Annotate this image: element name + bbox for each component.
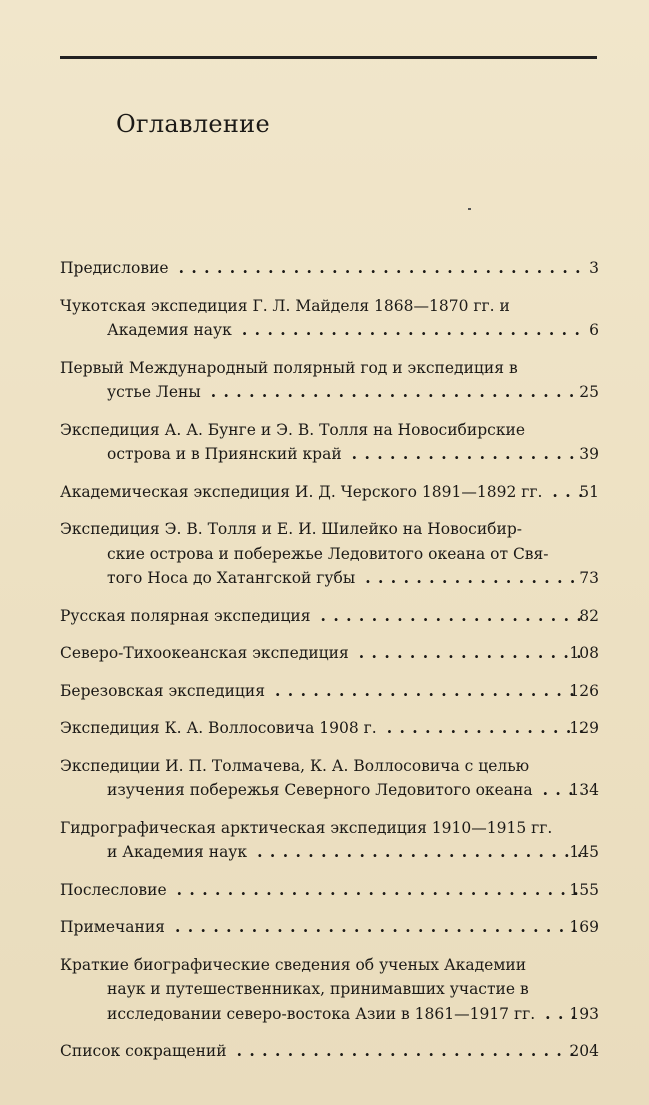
page-number: 82: [579, 606, 599, 625]
toc-entry-line: [60, 442, 605, 467]
toc-entry: [60, 816, 605, 865]
toc-entry-line: [60, 716, 605, 741]
page-number: 3: [589, 259, 599, 277]
toc-entry-line: [60, 480, 605, 505]
toc-entry-line: [60, 679, 605, 704]
dot-leader: [242, 318, 583, 343]
toc-entry-line: [60, 953, 605, 978]
toc-entry: [60, 418, 605, 467]
toc-entry-text: ские острова и побережье Ледовитого океана от Свя-: [107, 544, 549, 563]
toc-entry-text: Русская полярная экспедиция: [60, 606, 311, 625]
page-number: 129: [569, 719, 599, 737]
toc-entry-text: того Носа до Хатангской губы: [107, 569, 356, 587]
toc-entry-text: Экспедиции И. П. Толмачева, К. А. Воллосовича с целью: [60, 756, 530, 775]
page-number: 108: [569, 644, 599, 662]
dot-leader: [175, 915, 583, 940]
toc-entry-line: [60, 754, 605, 779]
dot-leader: [352, 442, 583, 467]
toc-entry-text: и Академия наук: [107, 843, 248, 861]
toc-entry-line: [60, 840, 605, 865]
toc-entry-text: Северо-Тихоокеанская экспедиция: [60, 644, 349, 662]
toc-entry: [60, 517, 605, 591]
toc-entry-line: [60, 294, 605, 319]
top-rule: [60, 56, 597, 59]
toc-entry-line: [60, 356, 605, 381]
toc-entry-line: [60, 1039, 605, 1064]
toc-entry: [60, 256, 605, 281]
toc-entry: [60, 953, 605, 1027]
toc-entry-line: [60, 566, 605, 591]
toc-entry-text: Краткие биографические сведения об ученых Академии: [60, 955, 527, 974]
toc-entry-line: [60, 977, 605, 1002]
page-title: Оглавление: [116, 110, 270, 138]
toc-entry-text: Экспедиция К. А. Воллосовича 1908 г.: [60, 719, 377, 737]
dot-leader: [257, 840, 583, 865]
dot-leader: [321, 604, 583, 629]
toc-entry: [60, 716, 605, 741]
toc-entry-line: [60, 318, 605, 343]
page-number: 6: [589, 321, 599, 339]
toc-entry-line: [60, 915, 605, 940]
toc-entry-line: [60, 778, 605, 803]
toc-entry-text: Список сокращений: [60, 1042, 227, 1060]
toc-entry-text: исследовании северо-востока Азии в 1861—1917 гг.: [107, 1004, 536, 1023]
toc-entry-text: Березовская экспедиция: [60, 681, 265, 700]
toc-entry-line: [60, 641, 605, 666]
dot-leader: [211, 380, 583, 405]
dot-leader: [387, 716, 583, 741]
page-number: 73: [579, 569, 599, 587]
toc-entry-line: [60, 517, 605, 542]
toc-entry-line: [60, 418, 605, 443]
toc-entry-text: наук и путешественниках, принимавших участие в: [107, 980, 529, 998]
page-number: 51: [579, 482, 599, 501]
toc-entry-line: [60, 816, 605, 841]
toc-entry: [60, 679, 605, 704]
page-number: 169: [569, 918, 599, 936]
toc-entry-text: Экспедиция А. А. Бунге и Э. В. Толля на Новосибирские: [60, 420, 526, 439]
toc-entry-text: Предисловие: [60, 259, 169, 277]
toc-entry: [60, 1039, 605, 1064]
page-number: 134: [569, 781, 599, 799]
page-number: 39: [579, 445, 599, 463]
dot-leader: [359, 641, 583, 666]
toc-entry-text: Первый Международный полярный год и экспедиция в: [60, 358, 518, 377]
ink-speck: [468, 208, 471, 210]
dot-leader: [237, 1039, 583, 1064]
toc-entry-text: Экспедиция Э. В. Толля и Е. И. Шилейко на Новосибир-: [60, 520, 522, 538]
page-number: 204: [569, 1042, 599, 1060]
dot-leader: [275, 679, 583, 704]
toc-entry-text: Чукотская экспедиция Г. Л. Майделя 1868—1870 гг. и: [60, 296, 510, 315]
toc-entry-line: [60, 1002, 605, 1027]
toc-entry-line: [60, 878, 605, 903]
page-number: 155: [569, 880, 599, 899]
toc-entry: [60, 604, 605, 629]
toc-entry-text: Академическая экспедиция И. Д. Черского 1891—1892 гг.: [60, 482, 543, 501]
toc-entry: [60, 915, 605, 940]
toc-entry: [60, 754, 605, 803]
toc-entry-text: Примечания: [60, 918, 165, 936]
toc-entry-line: [60, 380, 605, 405]
dot-leader: [365, 566, 583, 591]
toc-entry: [60, 641, 605, 666]
toc-entry-text: Академия наук: [107, 321, 232, 339]
page-number: 145: [569, 843, 599, 861]
dot-leader: [177, 878, 583, 903]
toc-entry: [60, 480, 605, 505]
toc-entry-text: острова и в Приянский край: [107, 445, 342, 463]
toc-entry: [60, 356, 605, 405]
table-of-contents: [60, 256, 605, 1077]
toc-entry-line: [60, 256, 605, 281]
page-number: 193: [569, 1004, 599, 1023]
toc-entry: [60, 878, 605, 903]
toc-entry-text: изучения побережья Северного Ледовитого океана: [107, 781, 533, 799]
toc-entry-line: [60, 604, 605, 629]
toc-entry-text: Гидрографическая арктическая экспедиция 1910—1915 гг.: [60, 818, 553, 837]
dot-leader: [179, 256, 583, 281]
toc-entry: [60, 294, 605, 343]
toc-entry-text: Послесловие: [60, 880, 167, 899]
toc-entry-text: устье Лены: [107, 383, 201, 401]
page-number: 25: [579, 383, 599, 401]
page-number: 126: [569, 681, 599, 700]
toc-entry-line: [60, 542, 605, 567]
